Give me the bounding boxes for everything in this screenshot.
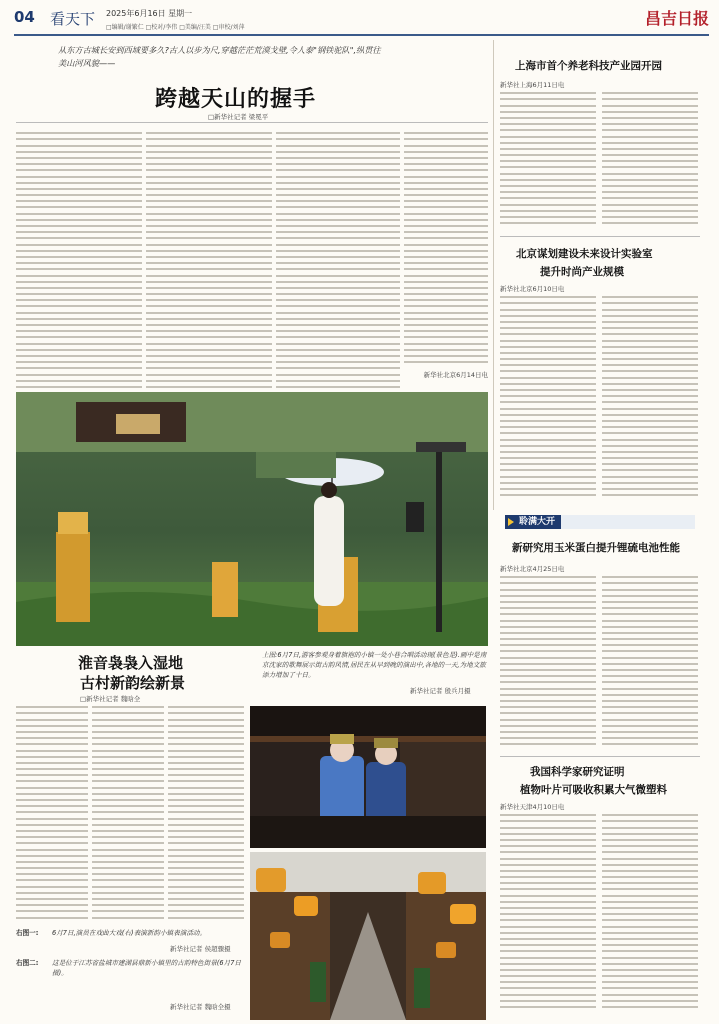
caption-1: 6月7日,演员在戏曲大戏(右)表演新韵小镇表演活动。 bbox=[52, 929, 207, 937]
shanghai-column-1 bbox=[500, 88, 596, 228]
triangle-icon bbox=[508, 518, 514, 526]
main-photo-caption: 上图:6月7日,游客参观身着旗袍的小镇一处小巷合唱活动现(景色是).画中是南京沈家的歌舞展示街古韵风情,居民在从早到晚的演出中,各地的一天,为地文旅添力增加了十日。 bbox=[262, 651, 487, 679]
shanghai-dateline: 新华社上海6月11日电 bbox=[500, 81, 565, 89]
caption-label-1: 右图一: bbox=[16, 929, 39, 937]
huaiyin-column-2 bbox=[92, 702, 164, 922]
caption-credit-1: 新华社记者 侯超骤摄 bbox=[170, 945, 231, 953]
main-photo bbox=[16, 392, 488, 646]
plastic-headline-1: 我国科学家研究证明 bbox=[530, 766, 625, 778]
section-tag-label: 聆满大开 bbox=[505, 515, 561, 529]
beijing-headline-2: 提升时尚产业规模 bbox=[540, 266, 624, 278]
lead-column-3 bbox=[276, 128, 400, 390]
caption-label-2: 右图二: bbox=[16, 959, 39, 967]
plastic-dateline: 新华社天津4月10日电 bbox=[500, 803, 565, 811]
lead-headline: 跨越天山的握手 bbox=[155, 86, 317, 112]
lead-byline: □新华社记者 梁冕平 bbox=[208, 113, 269, 121]
shanghai-column-2 bbox=[602, 88, 698, 228]
newspaper-logo: 昌吉日报 bbox=[644, 9, 709, 28]
lead-column-2 bbox=[146, 128, 272, 390]
divider bbox=[500, 236, 700, 237]
masthead bbox=[14, 6, 709, 36]
battery-column-2 bbox=[602, 572, 698, 750]
lead-subtitle: 从东方古城长安到西域要多久?古人以步为尺,穿越茫茫荒漠戈壁,令人泰"钢铁驼队",纵贯往美山河风貌—— bbox=[58, 45, 381, 68]
battery-dateline: 新华社北京4月25日电 bbox=[500, 565, 565, 573]
huaiyin-column-3 bbox=[168, 702, 244, 922]
page-number: 04 bbox=[14, 8, 35, 26]
issue-date: 2025年6月16日 星期一 bbox=[106, 9, 193, 18]
main-photo-credit: 新华社记者 殷兵月摄 bbox=[410, 687, 471, 695]
opera-photo bbox=[250, 706, 486, 848]
plastic-column-1 bbox=[500, 810, 596, 1016]
section-title: 看天下 bbox=[50, 10, 96, 28]
beijing-dateline: 新华社北京6月10日电 bbox=[500, 285, 565, 293]
performer-umbrella-image bbox=[16, 392, 488, 646]
street-photo bbox=[250, 852, 486, 1020]
lantern-street-image bbox=[250, 852, 486, 1020]
battery-headline: 新研究用玉米蛋白提升锂硫电池性能 bbox=[512, 542, 680, 554]
caption-2: 这是位于江苏省盐城市建湖县鼎新小镇里的古韵特色街景(6月7日摄)。 bbox=[52, 959, 241, 977]
divider bbox=[500, 756, 700, 757]
beijing-column-2 bbox=[602, 292, 698, 504]
huaiyin-headline-1: 淮音袅袅入湿地 bbox=[78, 654, 184, 672]
lead-column-1 bbox=[16, 128, 142, 390]
beijing-column-1 bbox=[500, 292, 596, 504]
caption-credit-2: 新华社记者 魏晗全摄 bbox=[170, 1003, 231, 1011]
section-tag bbox=[505, 514, 695, 530]
huaiyin-column-1 bbox=[16, 702, 88, 922]
lead-dateline-end: 新华社北京6月14日电 bbox=[423, 371, 488, 379]
editor-credits: □编辑/谢繁仁 □校对/李伟 □美编/汪美 □审校/刘萍 bbox=[106, 24, 245, 31]
opera-performers-image bbox=[250, 706, 486, 848]
column-rule bbox=[493, 40, 494, 510]
plastic-headline-2: 植物叶片可吸收积累大气微塑料 bbox=[520, 784, 667, 796]
shanghai-headline: 上海市首个养老科技产业园开园 bbox=[515, 60, 662, 72]
divider bbox=[16, 122, 488, 123]
plastic-column-2 bbox=[602, 810, 698, 1016]
huaiyin-byline: □新华社记者 魏晗全 bbox=[80, 695, 141, 703]
battery-column-1 bbox=[500, 572, 596, 750]
beijing-headline-1: 北京谋划建设未来设计实验室 bbox=[516, 248, 653, 260]
lead-column-4 bbox=[404, 128, 488, 368]
huaiyin-headline-2: 古村新韵绘新景 bbox=[80, 674, 186, 692]
